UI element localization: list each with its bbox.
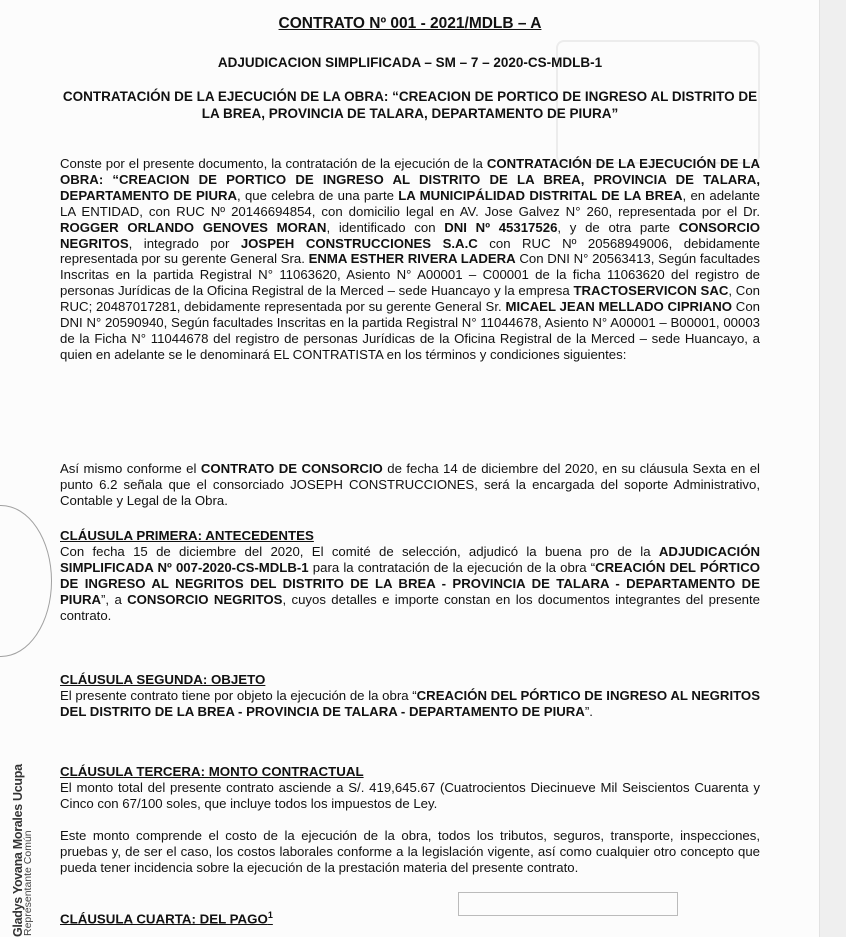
- clause3-text-scope: Este monto comprende el costo de la ejecución de la obra, todos los tributos, seguros, transporte, inspecciones, pruebas y, de ser el caso, los costos laborales conforme a la legislación vigente, así como cualquier otro concepto que pueda tener incidencia sobre la ejecución de la prestación materia del presente contrato.: [60, 828, 760, 875]
- contract-title: CONTRATO Nº 001 - 2021/MDLB – A: [278, 15, 542, 32]
- adjudication-title: ADJUDICACION SIMPLIFICADA – SM – 7 – 2020-CS-MDLB-1: [217, 55, 603, 70]
- consortium-paragraph: Así mismo conforme el CONTRATO DE CONSORCIO de fecha 14 de diciembre del 2020, en su cláusula Sexta en el punto 6.2 señala que el consorciado JOSEPH CONSTRUCCIONES, será la encargada del soporte Administrativo, Contable y Legal de la Obra.: [60, 461, 760, 508]
- clause3-heading: CLÁUSULA TERCERA: MONTO CONTRACTUAL: [60, 764, 364, 779]
- intro-paragraph: Conste por el presente documento, la contratación de la ejecución de la CONTRATACIÓN DE LA EJECUCIÓN DE LA OBRA: “CREACION DE PORTICO DE INGRESO AL DISTRITO DE LA BREA, PROVINCIA DE TALARA, DEPARTAMENTO DE PIURA, que celebra de una parte LA MUNICIPÁLIDAD DISTRITAL DE LA BREA, en adelante LA ENTIDAD, con RUC Nº 20146694854, con domicilio legal en AV. Jose Galvez N° 260, representada por el Dr. ROGGER ORLANDO GENOVES MORAN, identificado con DNI Nº 45317526, y de otra parte CONSORCIO NEGRITOS, integrado por JOSPEH CONSTRUCCIONES S.A.C con RUC Nº 20568949006, debidamente representada por su gerente General Sra. ENMA ESTHER RIVERA LADERA Con DNI N° 20563413, Según facultades Inscritas en la partida Registral N° 11063620, Asiento N° A00001 – C00001 de la ficha 11063620 del registro de personas Jurídicas de la Oficina Registral de la Merced – sede Huancayo y la empresa TRACTOSERVICON SAC, Con RUC; 20487017281, debidamente representada por su gerente General Sr. MICAEL JEAN MELLADO CIPRIANO Con DNI N° 20590940, Según facultades Inscritas en la partida Registral N° 11044678, Asiento N° A00001 – B00001, 00003 de la Ficha N° 11044678 del registro de personas Jurídicas de la Oficina Registral de la Merced – sede Huancayo, a quien en adelante se le denominará EL CONTRATISTA en los términos y condiciones siguientes:: [60, 156, 761, 362]
- footnote-mark: 1: [267, 910, 273, 920]
- clause3-text-amount: El monto total del presente contrato asciende a S/. 419,645.67 (Cuatrocientos Diecinueve Mil Seiscientos Cuarenta y Cinco con 67/100 soles, que incluye todos los impuestos de Ley.: [60, 780, 760, 811]
- object-title: CONTRATACIÓN DE LA EJECUCIÓN DE LA OBRA: “CREACION DE PORTICO DE INGRESO AL DISTRITO DE LA BREA, PROVINCIA DE TALARA, DEPARTAMENTO DE PIURA”: [62, 89, 758, 121]
- municipal-seal: [0, 505, 52, 657]
- clause4-heading: CLÁUSULA CUARTA: DEL PAGO$^1$: [60, 910, 273, 927]
- bottom-stamp: [458, 892, 678, 916]
- clause1-text: Con fecha 15 de diciembre del 2020, El comité de selección, adjudicó la buena pro de la ADJUDICACIÓN SIMPLIFICADA Nº 007-2020-CS-MDLB-1 para la contratación de la ejecución de la obra “CREACIÓN DEL PÓRTICO DE INGRESO AL NEGRITOS DEL DISTRITO DE LA BREA - PROVINCIA DE TALARA - DEPARTAMENTO DE PIURA”, a CONSORCIO NEGRITOS, cuyos detalles e importe constan en los documentos integrantes del presente contrato.: [60, 544, 760, 623]
- margin-signer-name: Gladys Yovana Morales Ucupa: [11, 764, 25, 937]
- clause2-text: El presente contrato tiene por objeto la ejecución de la obra “CREACIÓN DEL PÓRTICO DE INGRESO AL NEGRITOS DEL DISTRITO DE LA BREA - PROVINCIA DE TALARA - DEPARTAMENTO DE PIURA”.: [60, 688, 760, 719]
- clause2-heading: CLÁUSULA SEGUNDA: OBJETO: [60, 672, 266, 687]
- clause1-heading: CLÁUSULA PRIMERA: ANTECEDENTES: [60, 528, 314, 543]
- margin-signer-role: Representante Común: [22, 830, 34, 936]
- vertical-scrollbar[interactable]: [819, 0, 846, 937]
